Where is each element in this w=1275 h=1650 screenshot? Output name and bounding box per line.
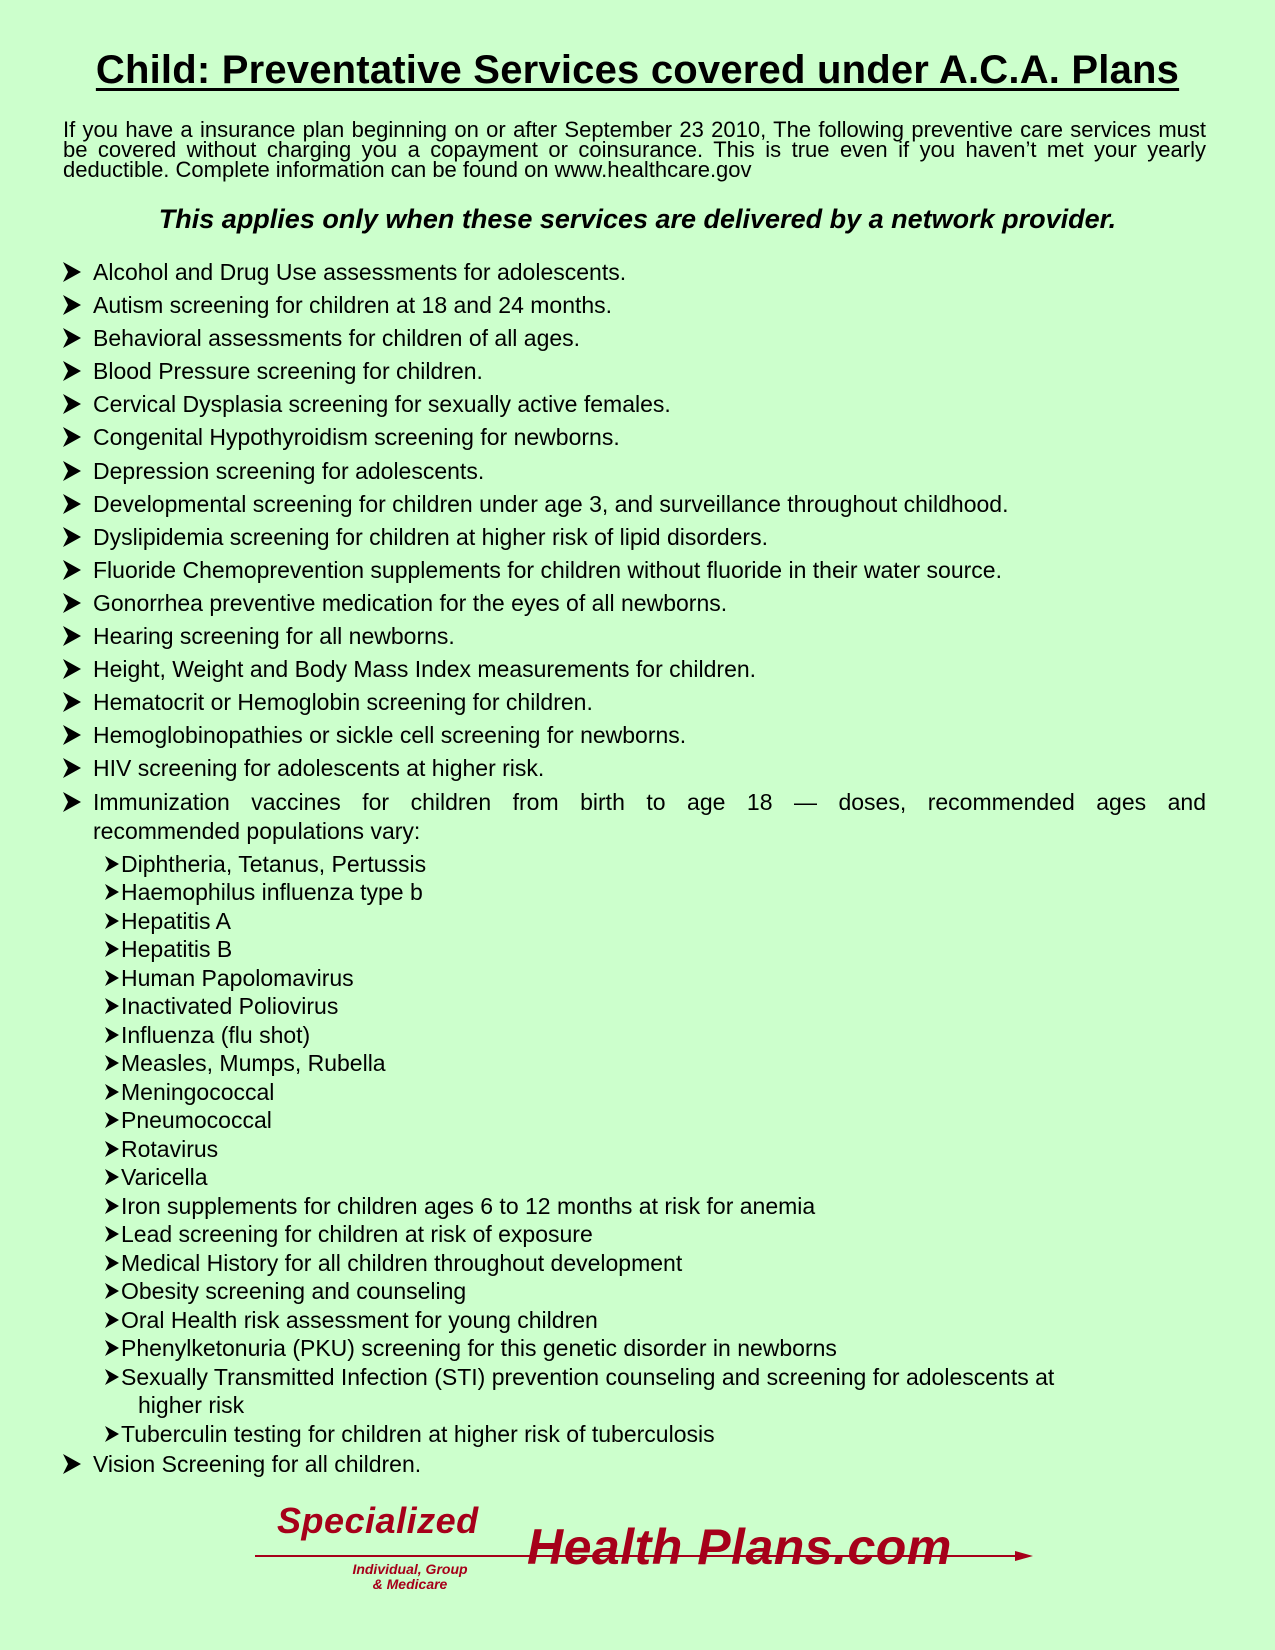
- list-item-text: Hemoglobinopathies or sickle cell screening for newborns.: [93, 722, 687, 749]
- list-item: [63, 423, 1206, 452]
- sub-list-item-text: Influenza (flu shot): [121, 1021, 311, 1048]
- list-item-text: Cervical Dysplasia screening for sexually active females.: [93, 391, 671, 418]
- list-item-immunization: [63, 788, 1206, 846]
- sub-list-item: [105, 1249, 1206, 1278]
- arrow-bullet-icon: [105, 856, 119, 872]
- arrow-bullet-icon: [105, 1169, 119, 1185]
- sub-list-item-text: Diphtheria, Tetanus, Pertussis: [121, 850, 427, 877]
- arrow-bullet-icon: [105, 941, 119, 957]
- list-item-text: Height, Weight and Body Mass Index measurements for children.: [93, 656, 757, 683]
- list-item-text: Autism screening for children at 18 and 24 months.: [93, 292, 613, 319]
- arrow-bullet-icon: [63, 692, 81, 712]
- sub-list-item: [105, 1220, 1206, 1249]
- arrow-bullet-icon: [63, 494, 81, 514]
- list-item: [63, 556, 1206, 585]
- sub-list-item: [105, 964, 1206, 993]
- immunization-line-1: Immunization vaccines for children from birth to age 18 — doses, recommended ages and: [93, 788, 1206, 815]
- sti-line-2: higher risk: [138, 1392, 245, 1419]
- arrow-bullet-icon: [105, 884, 119, 900]
- list-item-text: Dyslipidemia screening for children at higher risk of lipid disorders.: [93, 523, 768, 550]
- arrow-bullet-icon: [105, 1112, 119, 1128]
- arrow-bullet-icon: [63, 461, 81, 481]
- sub-list-item: [105, 878, 1206, 907]
- sub-list-item-text: Pneumococcal: [121, 1107, 272, 1134]
- arrow-bullet-icon: [63, 758, 81, 778]
- list-item: [63, 655, 1206, 684]
- sub-list-item: [105, 1078, 1206, 1107]
- sub-list-item: [105, 1049, 1206, 1078]
- arrow-bullet-icon: [63, 725, 81, 745]
- sub-list-item-tuberculin: [105, 1420, 1206, 1449]
- sub-list-item-text: Varicella: [121, 1164, 208, 1191]
- list-item: [63, 258, 1206, 287]
- list-item: [63, 754, 1206, 783]
- arrow-bullet-icon: [105, 1055, 119, 1071]
- sub-list-item-text: Obesity screening and counseling: [121, 1278, 467, 1305]
- sub-list-item-text: Haemophilus influenza type b: [121, 879, 423, 906]
- sub-list-item: [105, 1135, 1206, 1164]
- arrow-bullet-icon: [63, 1454, 81, 1474]
- sti-line-1: Sexually Transmitted Infection (STI) prevention counseling and screening for adolescents at: [121, 1363, 1055, 1390]
- logo-subtitle-line-1: Individual, Group: [352, 1561, 468, 1577]
- arrow-bullet-icon: [63, 527, 81, 547]
- arrow-bullet-icon: [105, 1312, 119, 1328]
- list-item: [63, 721, 1206, 750]
- sub-list-item: [105, 907, 1206, 936]
- logo-specialized-text: Specialized: [277, 1500, 479, 1541]
- list-item-text: Vision Screening for all children.: [93, 1451, 422, 1478]
- arrow-bullet-icon: [105, 1141, 119, 1157]
- list-item-text: Behavioral assessments for children of all ages.: [93, 325, 581, 352]
- arrow-bullet-icon: [105, 998, 119, 1014]
- sub-list-item-sti: [105, 1363, 1206, 1420]
- list-item: [63, 589, 1206, 618]
- arrow-bullet-icon: [105, 1198, 119, 1214]
- arrow-bullet-icon: [105, 1369, 119, 1385]
- arrow-bullet-icon: [105, 1283, 119, 1299]
- arrow-bullet-icon: [105, 970, 119, 986]
- arrow-bullet-icon: [105, 913, 119, 929]
- arrow-bullet-icon: [63, 792, 81, 812]
- immunization-sublist-container: [63, 850, 1206, 1449]
- sub-list-item-text: Iron supplements for children ages 6 to 12 months at risk for anemia: [121, 1192, 816, 1219]
- sub-list-item-text: Phenylketonuria (PKU) screening for this genetic disorder in newborns: [121, 1335, 837, 1362]
- sub-list-item-text: Oral Health risk assessment for young children: [121, 1306, 598, 1333]
- sub-list-item-text: Rotavirus: [121, 1135, 219, 1162]
- sub-list-item-text: Inactivated Poliovirus: [121, 993, 339, 1020]
- list-item: [63, 357, 1206, 386]
- arrow-bullet-icon: [105, 1426, 119, 1442]
- sub-list-item-text: Hepatitis B: [121, 936, 233, 963]
- list-item: [63, 390, 1206, 419]
- sub-list-item: [105, 935, 1206, 964]
- sub-list-item-text: Hepatitis A: [121, 907, 231, 934]
- list-item-vision: [63, 1450, 1206, 1479]
- logo-subtitle-line-2: & Medicare: [372, 1576, 448, 1592]
- arrow-bullet-icon: [63, 427, 81, 447]
- list-item: [63, 622, 1206, 651]
- list-item-text: Congenital Hypothyroidism screening for newborns.: [93, 424, 620, 451]
- network-provider-notice: This applies only when these services are delivered by a network provider.: [158, 204, 1117, 234]
- sub-list-item-text: Tuberculin testing for children at higher risk of tuberculosis: [121, 1420, 715, 1447]
- sub-list-item: [105, 1163, 1206, 1192]
- services-list: [63, 258, 1206, 1483]
- list-item-text: Developmental screening for children under age 3, and surveillance throughout childhood.: [93, 490, 1009, 517]
- logo-health-plans-text: Health Plans.com: [527, 1519, 952, 1575]
- sub-list-item-text: Meningococcal: [121, 1078, 275, 1105]
- arrow-bullet-icon: [105, 1340, 119, 1356]
- sub-list-item: [105, 1021, 1206, 1050]
- sub-list-item-text: Medical History for all children throughout development: [121, 1249, 683, 1276]
- arrow-bullet-icon: [63, 328, 81, 348]
- list-item-text: Blood Pressure screening for children.: [93, 358, 483, 385]
- immunization-line-2: recommended populations vary:: [93, 817, 421, 844]
- list-item: [63, 490, 1206, 519]
- immunization-sublist: [63, 850, 1206, 1449]
- list-item: [63, 457, 1206, 486]
- arrow-bullet-icon: [63, 295, 81, 315]
- list-item-text: Hearing screening for all newborns.: [93, 623, 455, 650]
- sub-list-item-text: Lead screening for children at risk of exposure: [121, 1221, 593, 1248]
- logo-subtitle: [325, 1562, 495, 1592]
- sub-list-item: [105, 1277, 1206, 1306]
- sub-list-item-text: Measles, Mumps, Rubella: [121, 1050, 386, 1077]
- arrow-bullet-icon: [63, 593, 81, 613]
- arrow-bullet-icon: [63, 626, 81, 646]
- sub-list-item: [105, 1106, 1206, 1135]
- sub-list-item: [105, 1192, 1206, 1221]
- list-item: [63, 688, 1206, 717]
- arrow-bullet-icon: [105, 1226, 119, 1242]
- arrow-bullet-icon: [105, 1084, 119, 1100]
- sub-list-item: [105, 850, 1206, 879]
- arrow-bullet-icon: [63, 262, 81, 282]
- sub-list-item: [105, 1306, 1206, 1335]
- intro-paragraph: If you have a insurance plan beginning on or after September 23 2010, The following preventive care services must be covered without charging you a copayment or coinsurance. This is true even if you haven’t met your yearly deductible. Complete information can be found on www.healthcare.gov: [63, 117, 1206, 182]
- list-item-text: HIV screening for adolescents at higher risk.: [93, 755, 545, 782]
- arrow-bullet-icon: [63, 659, 81, 679]
- sub-list-item: [105, 1334, 1206, 1363]
- sub-list-item-text: Human Papolomavirus: [121, 964, 354, 991]
- sub-list-item: [105, 992, 1206, 1021]
- list-item: [63, 324, 1206, 353]
- arrow-bullet-icon: [105, 1255, 119, 1271]
- arrow-bullet-icon: [105, 1027, 119, 1043]
- page-title: Child: Preventative Services covered under A.C.A. Plans: [95, 48, 1180, 92]
- list-item-text: Depression screening for adolescents.: [93, 457, 485, 484]
- list-item-text: Hematocrit or Hemoglobin screening for children.: [93, 689, 593, 716]
- arrow-bullet-icon: [63, 361, 81, 381]
- specialized-health-plans-logo: [255, 1500, 1035, 1600]
- arrow-bullet-icon: [63, 394, 81, 414]
- list-item: [63, 523, 1206, 552]
- arrow-bullet-icon: [63, 560, 81, 580]
- list-item-text: Fluoride Chemoprevention supplements for children without fluoride in their water source.: [93, 556, 1002, 583]
- list-item-text: Alcohol and Drug Use assessments for adolescents.: [93, 259, 627, 285]
- list-item: [63, 291, 1206, 320]
- list-item-text: Gonorrhea preventive medication for the eyes of all newborns.: [93, 589, 728, 616]
